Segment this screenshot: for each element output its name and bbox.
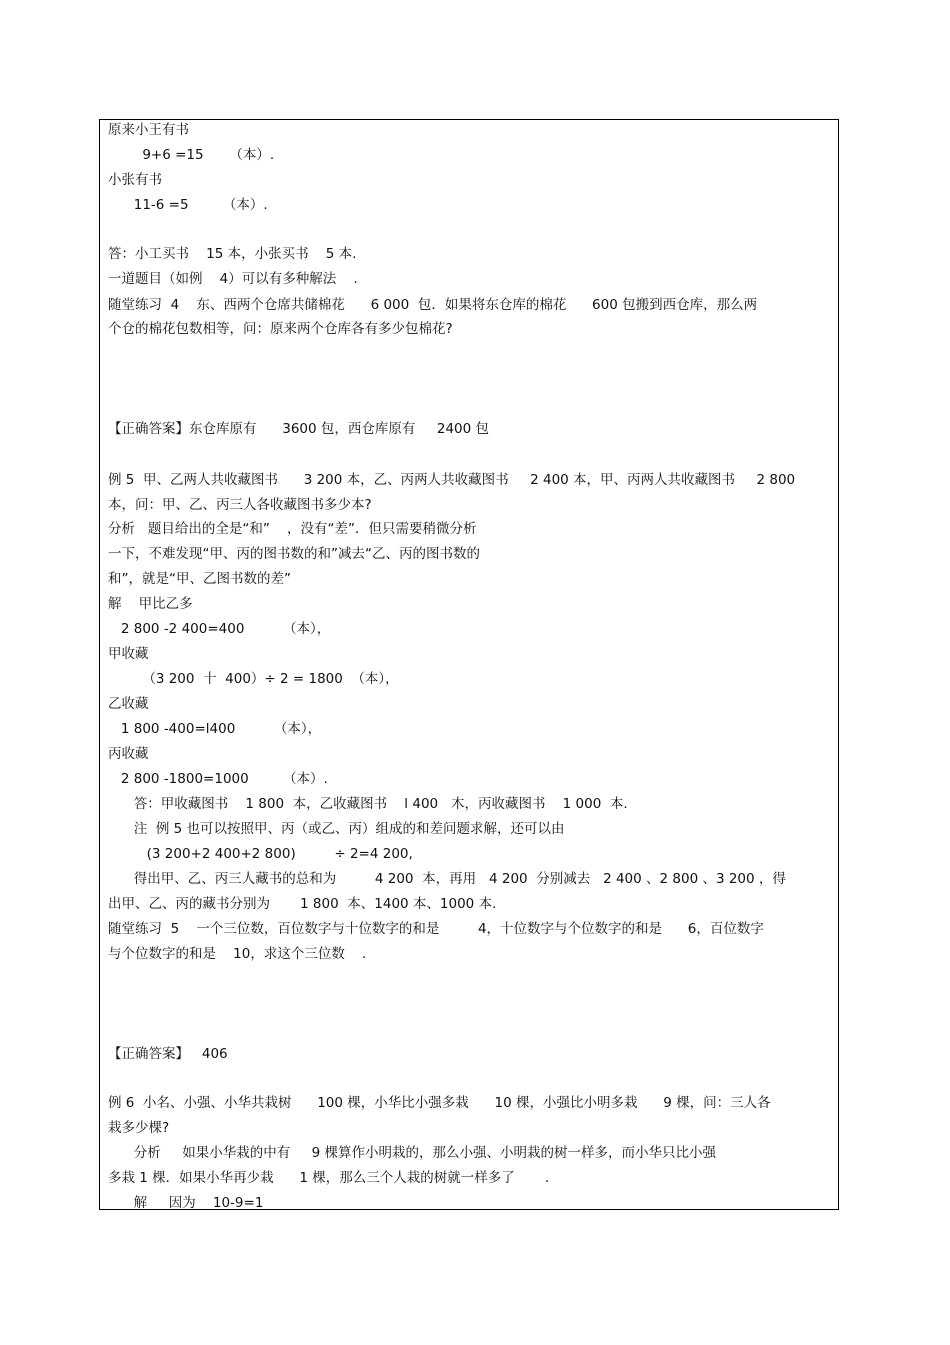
text-line: 例 6 小名、小强、小华共栽树 100 棵，小华比小强多栽 10 棵，小强比小明多栽 9 棵，问：三人各: [108, 1095, 771, 1111]
text-line: 原来小王有书: [108, 122, 189, 138]
text-line: 【正确答案】 406: [108, 1046, 228, 1062]
text-line: 随堂练习 4 东、西两个仓席共储棉花 6 000 包．如果将东仓库的棉花 600 包搬到西仓库，那么两: [108, 297, 758, 313]
text-line: 9+6 =15 （本）.: [108, 147, 275, 163]
text-line: 例 5 甲、乙两人共收藏图书 3 200 本，乙、丙两人共收藏图书 2 400 本，甲、丙两人共收藏图书 2 800: [108, 472, 796, 488]
text-line: 个仓的棉花包数相等，问：原来两个仓库各有多少包棉花?: [108, 321, 453, 337]
text-line: 解 因为 10-9=1: [108, 1195, 264, 1211]
text-line: 1 800 -400=l400 （本），: [108, 721, 322, 737]
text-line: 与个位数字的和是 10，求这个三位数 .: [108, 946, 367, 962]
text-line: 解 甲比乙多: [108, 596, 193, 612]
text-line: 乙收藏: [108, 696, 149, 712]
text-line: 11-6 =5 （本）.: [108, 197, 268, 213]
text-line: 一道题目（如例 4）可以有多种解法 .: [108, 271, 358, 287]
text-line: 2 800 -1800=1000 （本）.: [108, 771, 328, 787]
text-line: 答：小工买书 15 本，小张买书 5 本.: [108, 246, 357, 262]
text-line: 和”，就是“甲、乙图书数的差”: [108, 571, 291, 587]
text-line: 【正确答案】东仓库原有 3600 包，西仓库原有 2400 包: [108, 421, 489, 437]
text-line: 答：甲收藏图书 1 800 本，乙收藏图书 l 400 木，丙收藏图书 1 000 本.: [108, 796, 628, 812]
text-line: 出甲、乙、丙的藏书分别为 1 800 本、1400 本、1000 本.: [108, 896, 497, 912]
text-line: 注 例 5 也可以按照甲、丙（或乙、丙）组成的和差问题求解，还可以由: [108, 821, 565, 837]
text-line: （3 200 十 400）÷ 2 = 1800 （本），: [108, 671, 399, 687]
text-line: 一下，不难发现“甲、丙的图书数的和”减去“乙、丙的图书数的: [108, 546, 480, 562]
text-line: 小张有书: [108, 172, 162, 188]
text-line: 本，问：甲、乙、丙三人各收藏图书多少本?: [108, 497, 372, 513]
text-line: 得出甲、乙、丙三人藏书的总和为 4 200 本，再用 4 200 分别减去 2 400 、2 800 、3 200 ，得: [108, 871, 786, 887]
text-line: 丙收藏: [108, 746, 149, 762]
text-line: 栽多少棵?: [108, 1120, 170, 1136]
text-line: 甲收藏: [108, 646, 149, 662]
text-line: 分析 如果小华栽的中有 9 棵算作小明栽的，那么小强、小明栽的树一样多，而小华只比小强: [108, 1145, 717, 1161]
text-line: 2 800 -2 400=400 （本），: [108, 621, 331, 637]
text-line: (3 200+2 400+2 800) ÷ 2=4 200,: [108, 846, 413, 862]
text-line: 多栽 1 棵．如果小华再少栽 1 棵，那么三个人栽的树就一样多了 .: [108, 1170, 550, 1186]
text-line: 分析 题目给出的全是“和” ，没有“差”．但只需要稍微分析: [108, 521, 477, 537]
text-line: 随堂练习 5 一个三位数，百位数字与十位数字的和是 4，十位数字与个位数字的和是 6，百位数字: [108, 921, 764, 937]
